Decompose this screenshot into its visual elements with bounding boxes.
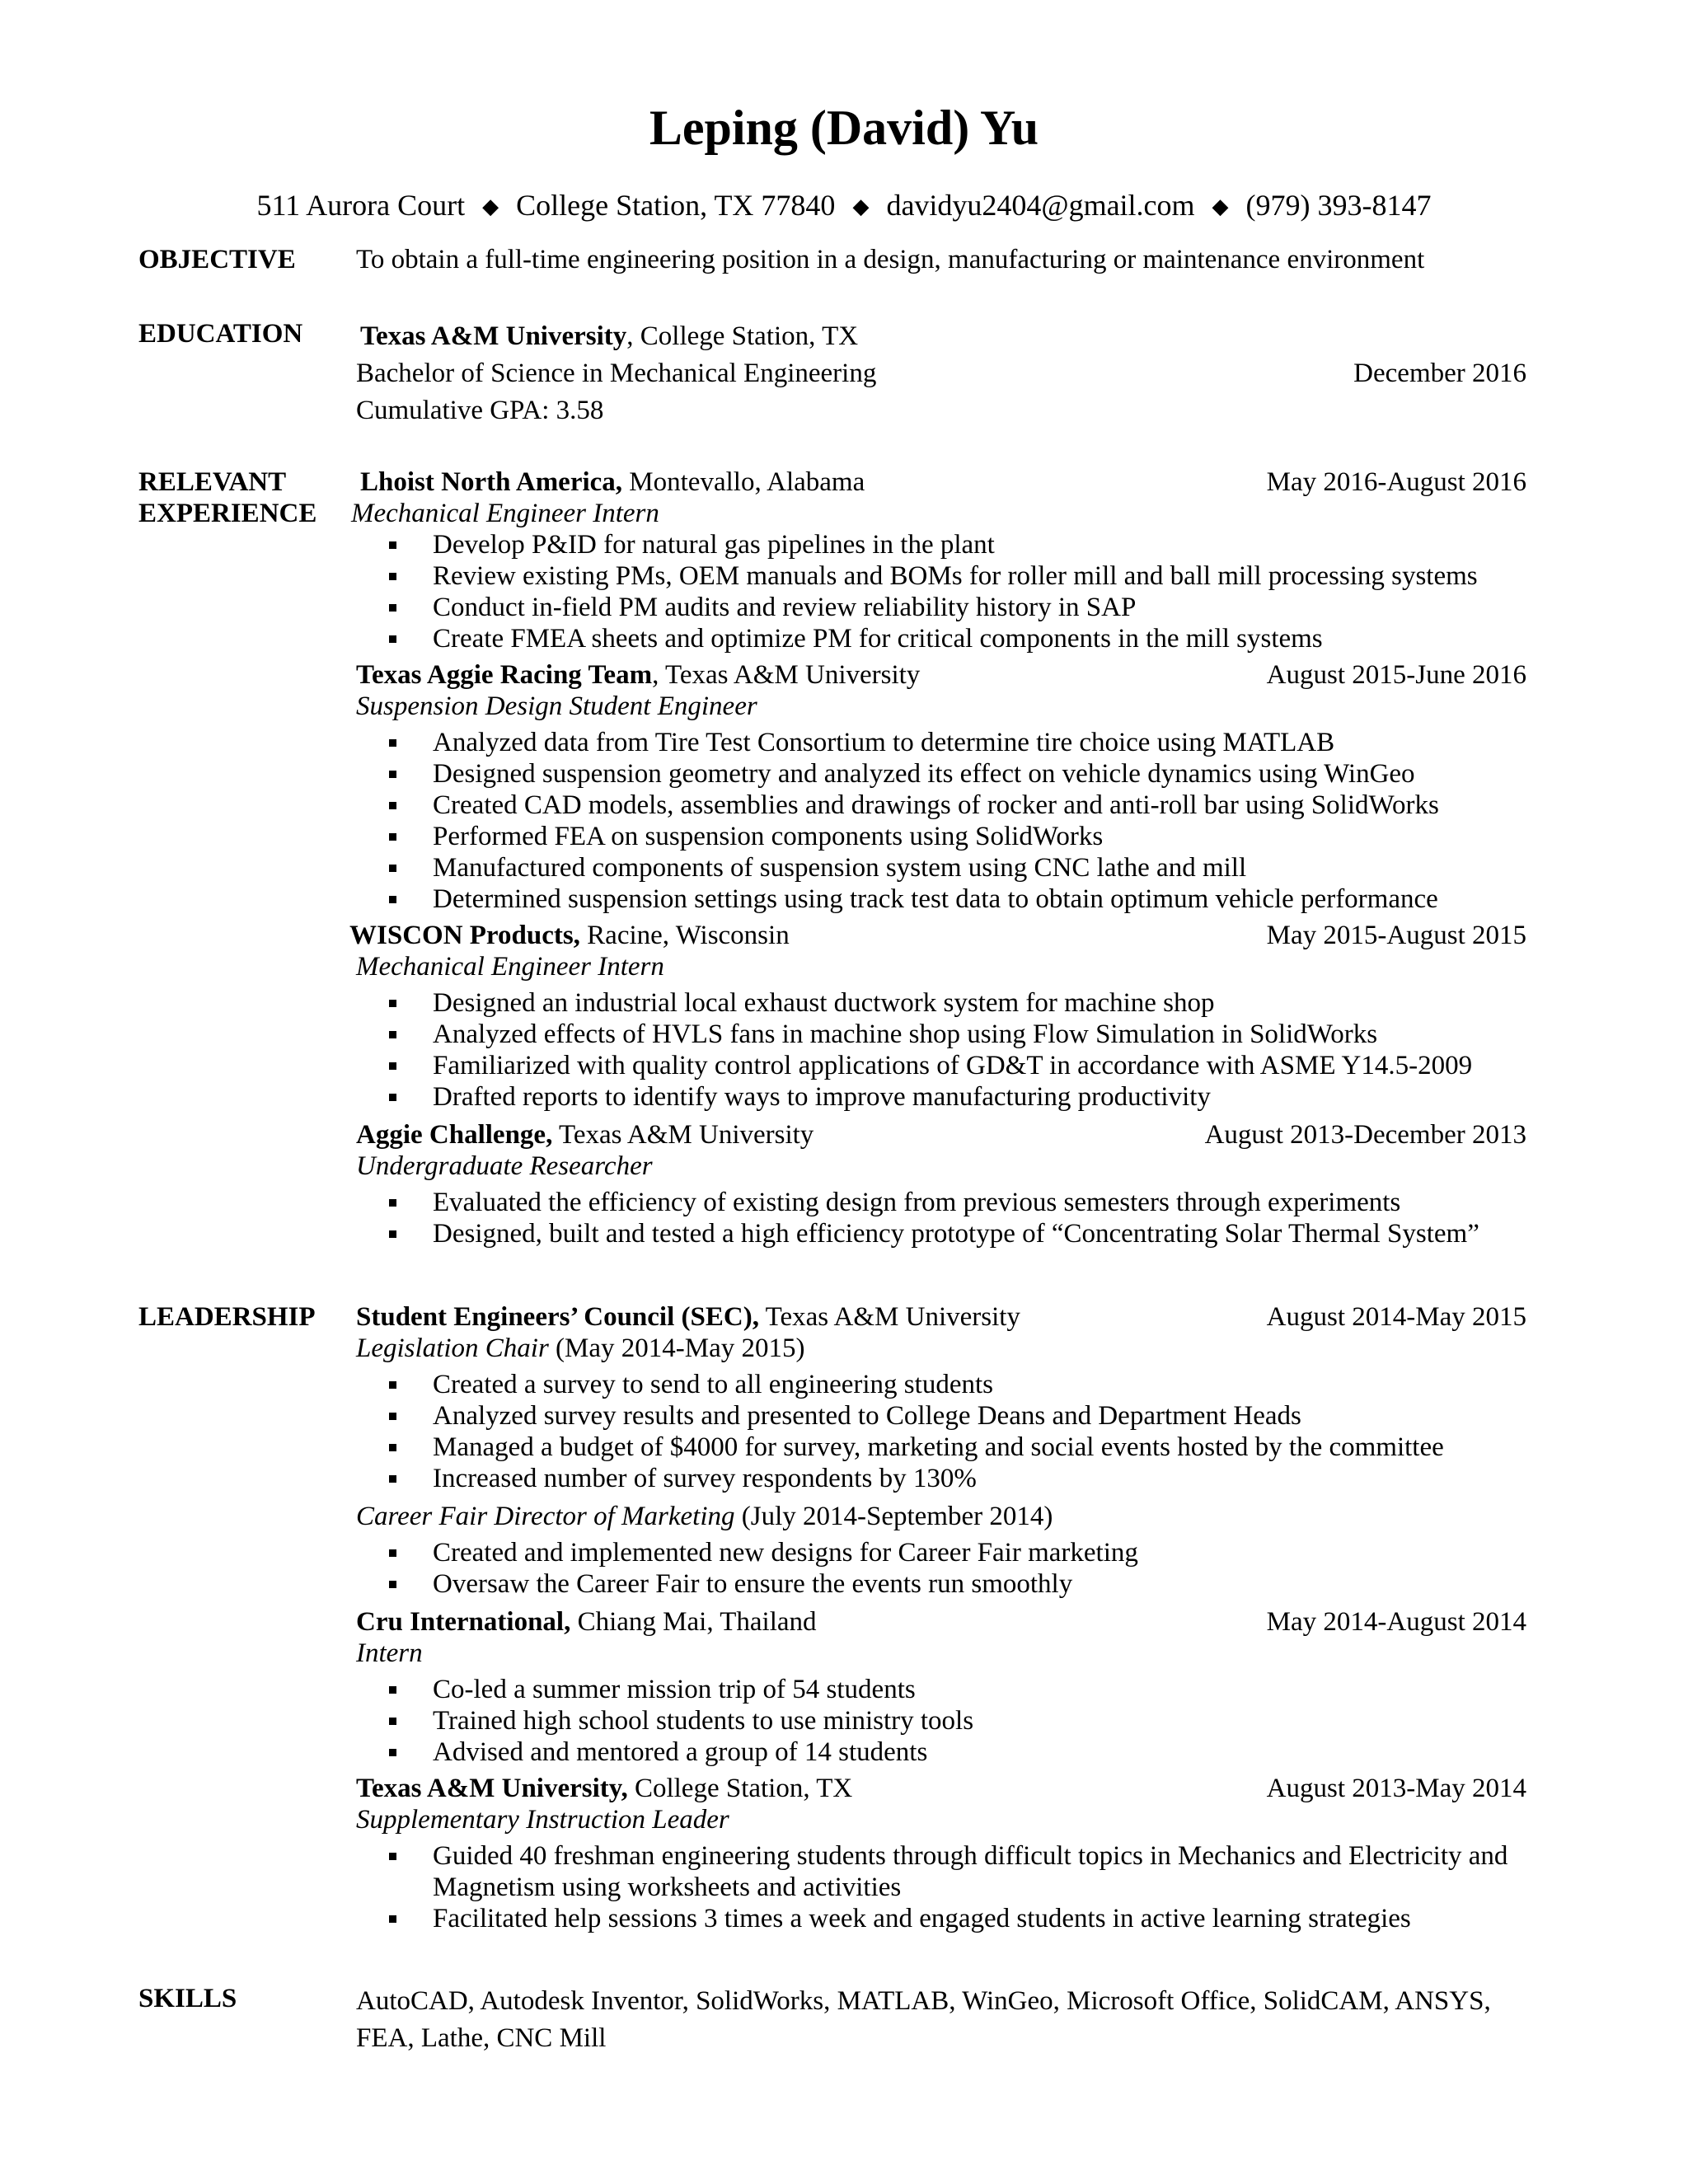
list-item: Created and implemented new designs for Career Fair marketing <box>356 1537 1526 1568</box>
entry-date: August 2014-May 2015 <box>1266 1302 1526 1332</box>
list-item: Conduct in-field PM audits and review reliability history in SAP <box>356 592 1526 623</box>
list-item: Determined suspension settings using track test data to obtain optimum vehicle performance <box>356 883 1526 915</box>
graduation-date: December 2016 <box>1353 359 1526 388</box>
list-item: Created CAD models, assemblies and drawings of rocker and anti-roll bar using SolidWorks <box>356 790 1526 821</box>
job-entry <box>356 1119 1526 1249</box>
school-name: Texas A&M University <box>360 321 627 351</box>
diamond-separator-icon: ◆ <box>482 194 499 218</box>
list-item: Review existing PMs, OEM manuals and BOMs for roller mill and ball mill processing systems <box>356 560 1526 592</box>
job-date: May 2015-August 2015 <box>1266 921 1526 950</box>
job-bullets <box>356 1187 1526 1249</box>
entry-header <box>356 1773 1526 1804</box>
job-header <box>356 1119 1526 1151</box>
job-entry <box>356 659 1526 915</box>
job-location: Racine, Wisconsin <box>579 921 790 950</box>
contact-email[interactable]: davidyu2404@gmail.com <box>886 189 1195 222</box>
list-item: Created a survey to send to all engineering students <box>356 1369 1526 1400</box>
list-item: Analyzed effects of HVLS fans in machine shop using Flow Simulation in SolidWorks <box>356 1019 1526 1050</box>
resume-name: Leping (David) Yu <box>649 101 1039 155</box>
job-org: Aggie Challenge, <box>356 1120 553 1150</box>
role-dates: (May 2014-May 2015) <box>548 1333 805 1363</box>
role-title: Career Fair Director of Marketing <box>356 1502 735 1531</box>
job-org: WISCON Products, <box>349 921 580 950</box>
job-date: August 2013-December 2013 <box>1204 1120 1526 1150</box>
leadership-entry <box>356 1606 1526 1768</box>
entry-org: Student Engineers’ Council (SEC), <box>356 1302 759 1332</box>
job-bullets <box>356 727 1526 915</box>
diamond-separator-icon: ◆ <box>1212 194 1229 218</box>
contact-address: 511 Aurora Court <box>256 189 466 222</box>
list-item: Trained high school students to use ministry tools <box>356 1705 1526 1736</box>
list-item: Increased number of survey respondents by 130% <box>356 1463 1526 1494</box>
job-header <box>356 659 1526 691</box>
degree: Bachelor of Science in Mechanical Engineering <box>356 359 877 388</box>
list-item: Designed, built and tested a high efficiency prototype of “Concentrating Solar Thermal System” <box>356 1218 1526 1249</box>
list-item: Familiarized with quality control applications of GD&T in accordance with ASME Y14.5-2009 <box>356 1050 1526 1081</box>
list-item: Co-led a summer mission trip of 54 students <box>356 1674 1526 1705</box>
leadership-entry <box>356 1301 1526 1600</box>
job-header <box>349 920 1526 951</box>
section-title-line2: EXPERIENCE <box>138 499 317 528</box>
entry-bullets <box>356 1537 1526 1600</box>
job-role: Suspension Design Student Engineer <box>356 691 757 721</box>
entry-role <box>356 1501 1526 1537</box>
list-item: Evaluated the efficiency of existing design from previous semesters through experiments <box>356 1187 1526 1218</box>
entry-header <box>356 1301 1526 1333</box>
list-item: Manufactured components of suspension system using CNC lathe and mill <box>356 852 1526 883</box>
section-title: LEADERSHIP <box>138 1302 316 1332</box>
leadership-entry <box>356 1773 1526 1934</box>
job-bullets <box>356 987 1526 1113</box>
list-item: Managed a budget of $4000 for survey, marketing and social events hosted by the committee <box>356 1432 1526 1463</box>
objective-text: To obtain a full-time engineering position in a design, manufacturing or maintenance environment <box>356 245 1425 274</box>
section-title: EDUCATION <box>138 319 303 349</box>
education-degree-row <box>356 355 1526 392</box>
list-item: Drafted reports to identify ways to improve manufacturing productivity <box>356 1081 1526 1113</box>
job-date: August 2015-June 2016 <box>1266 660 1526 690</box>
role-dates: (July 2014-September 2014) <box>734 1502 1053 1531</box>
job-location: , Texas A&M University <box>652 660 921 690</box>
entry-location: Texas A&M University <box>758 1302 1020 1332</box>
list-item: Designed suspension geometry and analyzed its effect on vehicle dynamics using WinGeo <box>356 758 1526 790</box>
list-item: Advised and mentored a group of 14 students <box>356 1736 1526 1768</box>
gpa: Cumulative GPA: 3.58 <box>356 396 604 425</box>
section-title: SKILLS <box>138 1984 237 2013</box>
list-item: Create FMEA sheets and optimize PM for critical components in the mill systems <box>356 623 1526 654</box>
entry-bullets <box>356 1840 1526 1934</box>
school-location: , College Station, TX <box>626 321 859 351</box>
list-item: Guided 40 freshman engineering students through difficult topics in Mechanics and Electricity and Magnetism using worksheets and activities <box>356 1840 1526 1903</box>
job-entry <box>351 466 1526 654</box>
entry-role <box>356 1333 1526 1369</box>
list-item: Develop P&ID for natural gas pipelines in the plant <box>356 529 1526 560</box>
role-title: Legislation Chair <box>356 1333 549 1363</box>
job-date: May 2016-August 2016 <box>1266 467 1526 497</box>
entry-org: Texas A&M University, <box>356 1774 628 1803</box>
entry-location: College Station, TX <box>627 1774 853 1803</box>
section-title <box>138 466 316 529</box>
list-item: Performed FEA on suspension components using SolidWorks <box>356 821 1526 852</box>
contact-line <box>0 188 1688 226</box>
list-item: Facilitated help sessions 3 times a week and engaged students in active learning strategies <box>356 1903 1526 1934</box>
job-org: Lhoist North America, <box>360 467 623 497</box>
job-header <box>356 466 1526 498</box>
entry-header <box>356 1606 1526 1638</box>
contact-phone: (979) 393-8147 <box>1245 189 1432 222</box>
section-title: OBJECTIVE <box>138 245 296 274</box>
entry-bullets <box>356 1674 1526 1768</box>
job-role: Mechanical Engineer Intern <box>351 499 659 528</box>
entry-location: Chiang Mai, Thailand <box>570 1607 817 1637</box>
diamond-separator-icon: ◆ <box>852 194 870 218</box>
job-location: Texas A&M University <box>552 1120 814 1150</box>
entry-bullets <box>356 1369 1526 1494</box>
list-item: Designed an industrial local exhaust ductwork system for machine shop <box>356 987 1526 1019</box>
job-org: Texas Aggie Racing Team <box>356 660 653 690</box>
job-location: Montevallo, Alabama <box>622 467 865 497</box>
entry-date: May 2014-August 2014 <box>1266 1607 1526 1637</box>
list-item: Analyzed data from Tire Test Consortium to determine tire choice using MATLAB <box>356 727 1526 758</box>
entry-role: Supplementary Instruction Leader <box>356 1805 729 1835</box>
job-entry <box>349 920 1526 1113</box>
job-role: Undergraduate Researcher <box>356 1151 653 1181</box>
list-item: Oversaw the Career Fair to ensure the events run smoothly <box>356 1568 1526 1600</box>
education-school-row <box>356 318 1526 355</box>
job-bullets <box>356 529 1526 654</box>
entry-org: Cru International, <box>356 1607 571 1637</box>
job-role: Mechanical Engineer Intern <box>356 952 664 982</box>
entry-role: Intern <box>356 1638 423 1668</box>
list-item: Analyzed survey results and presented to College Deans and Department Heads <box>356 1400 1526 1432</box>
section-title-line1: RELEVANT <box>138 467 287 497</box>
entry-date: August 2013-May 2014 <box>1266 1774 1526 1803</box>
contact-city: College Station, TX 77840 <box>516 189 836 222</box>
skills-text: AutoCAD, Autodesk Inventor, SolidWorks, MATLAB, WinGeo, Microsoft Office, SolidCAM, ANSYS, FEA, Lathe, CNC Mill <box>356 1986 1491 2053</box>
